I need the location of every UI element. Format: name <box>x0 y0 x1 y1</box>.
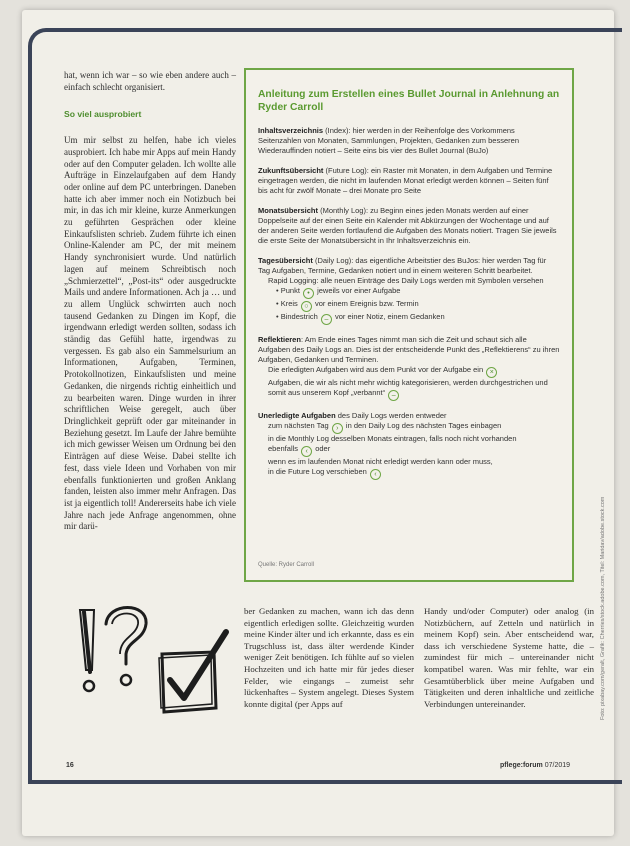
left-top-text: hat, wenn ich war – so wie eben andere auch – einfach schlecht organisiert. <box>64 70 236 92</box>
arrow-left-symbol-icon: ‹ <box>370 469 381 480</box>
entry-open-tasks <box>258 411 560 480</box>
list-item: ebenfalls ‹ oder <box>268 444 331 455</box>
entry-monthly-log <box>258 206 560 246</box>
issue-number: 07/2019 <box>544 762 571 769</box>
question-mark-icon <box>106 608 146 686</box>
entry-text: (Daily Log): das eigentliche Arbeitstier des BuJos: hier werden Tag für Tag Aufgaben, Termine, Gedanken notiert und in einem weiteren Schritt bearbeitet. <box>258 256 547 275</box>
entry-term: Inhaltsverzeichnis <box>258 126 324 135</box>
box-title: Anleitung zum Erstellen eines Bullet Journal in Anlehnung an Ryder Carroll <box>258 89 560 113</box>
magazine-name: pflege:forum <box>500 762 543 769</box>
list-item: • Kreis ○ vor einem Ereignis bzw. Termin <box>276 299 419 310</box>
entry-term: Reflektieren <box>258 335 301 344</box>
entry-text: (Monthly Log): zu Beginn eines jeden Monats werden auf einer Doppelseite auf der einen Seite ein Kalender mit Abkürzungen der Wochentage und auf der anderen Seite werden fortlaufend die Aufgaben des Monats notiert. Tragen Sie jeweils die erste Seite der Monatsübersicht in Ihr Inhaltsverzeichnis ein. <box>258 206 557 245</box>
entry-daily-log <box>258 256 560 325</box>
entry-term: Unerledigte Aufgaben <box>258 411 336 420</box>
entry-text: (Future Log): ein Raster mit Monaten, in dem Aufgaben und Termine eingetragen werden, die nicht im laufenden Monat erledigt werden können – Seiten fünf bis acht für zwölf Monate – drei Monate pro Seite <box>258 166 553 195</box>
exclamation-mark-icon <box>80 610 94 691</box>
dot-symbol-icon: • <box>303 288 314 299</box>
arrow-left-symbol-icon: ‹ <box>301 446 312 457</box>
checkmark-icon <box>170 632 226 698</box>
list-item: wenn es im laufenden Monat nicht erledigt werden kann oder muss, <box>268 457 493 466</box>
dash-symbol-icon: – <box>321 314 332 325</box>
bottom-right-text: Handy und/oder Computer) oder analog (in Notizbüchern, auf Zetteln und natürlich in meinem Kopf) sein. Aber entscheidend war, dass ich verschiedene Systeme hatte, die – zumindest für mich – untereinander nicht kompatibel waren. Was mir fehlte, war ein Gesamtüberblick über meine Aufgaben und Tätigkeiten und deren inhaltliche und zeitliche Verbindungen untereinander. <box>424 606 594 709</box>
list-item: Die erledigten Aufgaben wird aus dem Punkt vor der Aufgabe ein × <box>268 365 560 378</box>
bottom-right-column <box>424 606 594 710</box>
arrow-right-symbol-icon: › <box>332 423 343 434</box>
left-column <box>64 70 236 533</box>
list-item: • Punkt • jeweils vor einer Aufgabe <box>276 286 401 297</box>
entry-reflect <box>258 335 560 401</box>
section-heading: So viel ausprobiert <box>64 109 142 120</box>
entry-index <box>258 126 560 156</box>
entry-text: (Index): hier werden in der Reihenfolge des Vorkommens Seitenzahlen von Monaten, Sammlungen, Projekten, Gedanken zum besseren Wiederauffinden notiert – Seite eins bis vier des Bullet Journal (BuJo) <box>258 126 519 155</box>
instruction-box <box>244 68 574 582</box>
entry-text: : Am Ende eines Tages nimmt man sich die Zeit und schaut sich alle Aufgaben des Daily Logs an. Dies ist der entscheidende Punkt des „Reflektierens“ zu ihren Aufgaben, Gedanken und Terminen. <box>258 335 560 364</box>
list-item: • Bindestrich – vor einer Notiz, einem Gedanken <box>276 312 445 323</box>
open-tasks-list <box>258 421 560 480</box>
list-item: in die Monthly Log desselben Monats eintragen, falls noch nicht vorhanden <box>268 434 517 443</box>
photo-credit-vertical <box>600 360 614 720</box>
magazine-footer <box>500 762 570 769</box>
vertical-credit-text: Foto: pixabay.com/geralt, Grafik: Cherries/stock.adobe.com, Titel: Maridav/adobe.stock.com <box>600 496 606 720</box>
reflect-list <box>258 365 560 401</box>
box-credit: Quelle: Ryder Carroll <box>258 562 315 568</box>
page-number: 16 <box>66 762 74 769</box>
entry-term: Monatsübersicht <box>258 206 319 215</box>
strike-symbol-icon: – <box>388 390 399 401</box>
question-checkmark-illustration <box>66 598 236 728</box>
bottom-middle-column <box>244 606 414 710</box>
list-item: in die Future Log verschieben ‹ <box>268 467 560 480</box>
rapid-logging-list <box>258 276 560 325</box>
bottom-middle-text: ber Gedanken zu machen, wann ich das denn eigentlich erledigen sollte. Gleichzeitig wurden meine Kinder älter und ich erkannte, dass es ein Trugschluss ist, dass älter werdende Kinder weniger Zeit benötigen. Ich fühlte auf so vielen Hochzeiten und ich hatte mir für jedes dieser Felder, wie eingangs – zumeist sehr lückenhaftes – System angelegt. Dieses System konnte digital (per Apps auf <box>244 606 414 709</box>
entry-term: Tagesübersicht <box>258 256 313 265</box>
rapid-logging-intro: Rapid Logging: alle neuen Einträge des Daily Logs werden mit Symbolen versehen <box>268 276 544 285</box>
entry-future-log <box>258 166 560 196</box>
list-item: Aufgaben, die wir als nicht mehr wichtig kategorisieren, werden durchgestrichen und somit aus unserem Kopf „verbannt“ – <box>268 378 548 399</box>
circle-symbol-icon: ○ <box>301 301 312 312</box>
entry-term: Zukunftsübersicht <box>258 166 324 175</box>
cross-symbol-icon: × <box>486 367 497 378</box>
left-body-text: Um mir selbst zu helfen, habe ich vieles ausprobiert. Ich habe mir Apps auf mein Handy oder auf den Computer geladen. Ich wollte alle Aufträge in Einzelaufgaben auf dem Handy oder online auf dem PC unterbringen. Daneben hatte ich aber immer noch ein Notizbuch bei mir, in das ich mir kleine, kurze Anmerkungen zu geführten Gesprächen oder kleine Einkaufslisten schrieb. Zudem führte ich einen Online-Kalender am PC, der mit meinem Handy synchronisiert wurde. Und natürlich lagen auf meinem Schreibtisch noch „Schmierzettel“, „Post-its“ oder ausgedruckte Mails und andere Informationen. Ach ja … und zu allem Unglück schwirrten auch noch tausend Gedanken zu Dingen im Kopf, die irgendwann erledigt werden sollten, sodass ich ständig das Gefühl hatte, irgendwas zu vergessen. Es gab also ein Sammelsurium an Informationen, Aufgaben, Terminen, Protokollnotizen, Einkaufslisten und meine Gedanken, die nirgends richtig einheitlich und zu bearbeiten waren. Dinge wurden in ihrer schriftlichen Weise geregelt, auch über Dringlichkeit geprüft oder gar miteinander in Beziehung gesetzt. Im Laufe der Jahre bemühte ich mich gewisser Weisen um Ordnung bei den Einträgen auf diese Weise. Dabei stellte ich fest, dass viele Ideen und Vorhaben von mir ebenfalls funktionierten und großen Anklang fanden, leisten also immer mehr Anfragen. Das ist ja eigentlich toll! Andererseits habe ich viele Jahre nach jede Anfrage angenommen, ohne mir darü- <box>64 135 236 532</box>
entry-text: des Daily Logs werden entweder <box>335 411 447 420</box>
list-item: zum nächsten Tag › in den Daily Log des nächsten Tages einbagen <box>268 421 502 432</box>
